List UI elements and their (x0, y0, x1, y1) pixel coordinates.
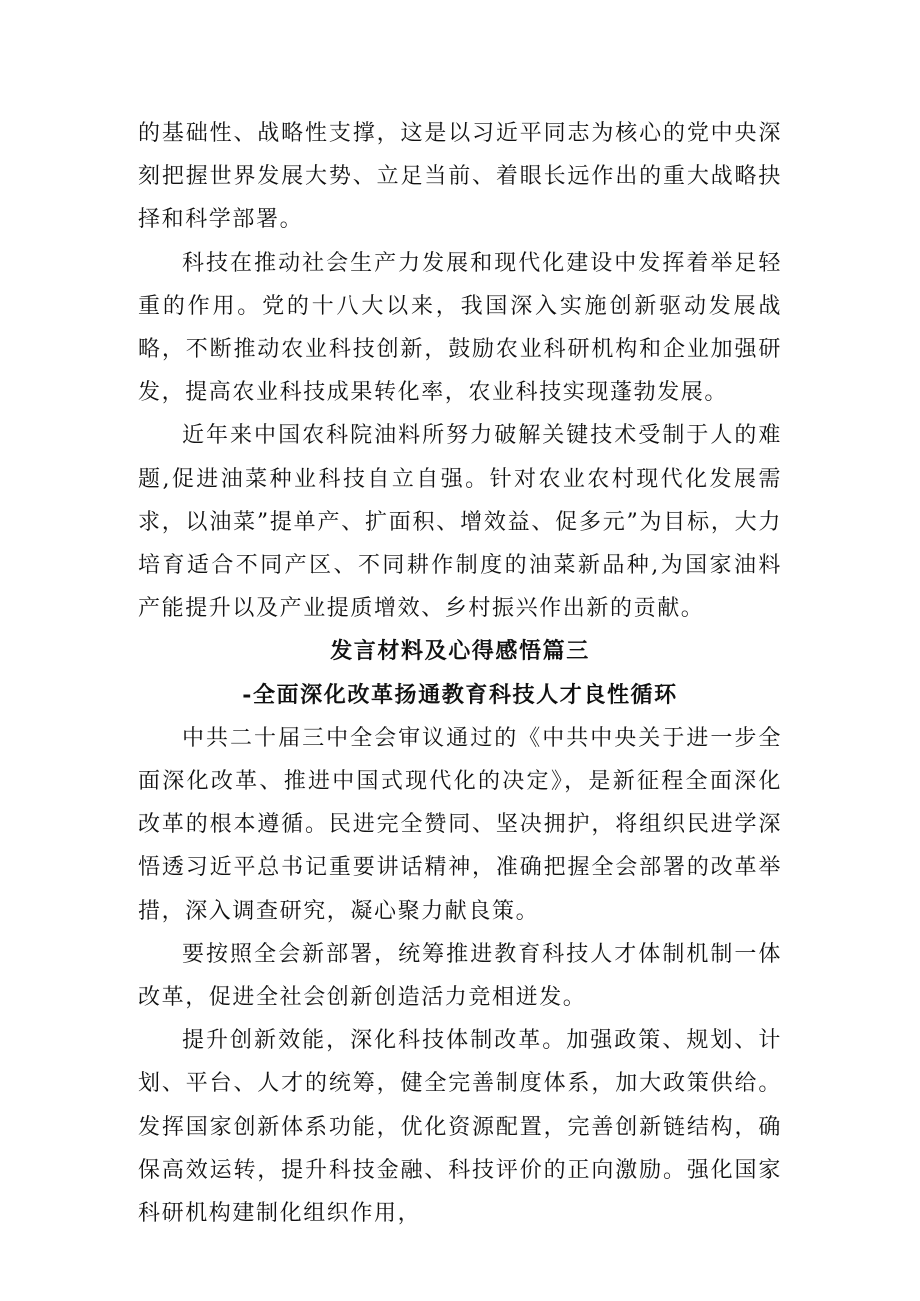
section-heading: 发言材料及心得感悟篇三 (330, 638, 590, 665)
paragraph-tech-role: 科技在推动社会生产力发展和现代化建设中发挥着举足轻重的作用。党的十八大以来，我国深入实施创新驱动发展战略，不断推动农业科技创新，鼓励农业科研机构和企业加强研发，提高农业科技成果转化率，农业科技实现蓬勃发展。 (138, 250, 782, 406)
paragraph-continuation: 的基础性、战略性支撑，这是以习近平同志为核心的党中央深刻把握世界发展大势、立足当前、着眼长远作出的重大战略抉择和科学部署。 (138, 121, 782, 233)
section-subheading: -全面深化改革扬通教育科技人才良性循环 (242, 681, 678, 708)
paragraph-innovation-efficiency: 提升创新效能，深化科技体制改革。加强政策、规划、计划、平台、人才的统筹，健全完善制度体系，加大政策供给。发挥国家创新体系功能，优化资源配置，完善创新链结构，确保高效运转，提升科技金融、科技评价的正向激励。强化国家科研机构建制化组织作用， (138, 1028, 782, 1227)
paragraph-reform-deployment: 要按照全会新部署，统筹推进教育科技人才体制机制一体改革，促进全社会创新创造活力竞相迸发。 (138, 941, 782, 1011)
paragraph-oil-crops-institute: 近年来中国农科院油料所努力破解关键技术受制于人的难题,促进油菜种业科技自立自强。针对农业农村现代化发展需求，以油菜”提单产、扩面积、增效益、促多元”为目标，大力培育适合不同产区、不同耕作制度的油菜新品种,为国家油料产能提升以及产业提质增效、乡村振兴作出新的贡献。 (138, 423, 782, 622)
paragraph-plenary-decision: 中共二十届三中全会审议通过的《中共中央关于进一步全面深化改革、推进中国式现代化的决定》，是新征程全面深化改革的根本遵循。民进完全赞同、坚决拥护，将组织民进学深悟透习近平总书记重要讲话精神，准确把握全会部署的改革举措，深入调查研究，凝心聚力献良策。 (138, 725, 782, 924)
